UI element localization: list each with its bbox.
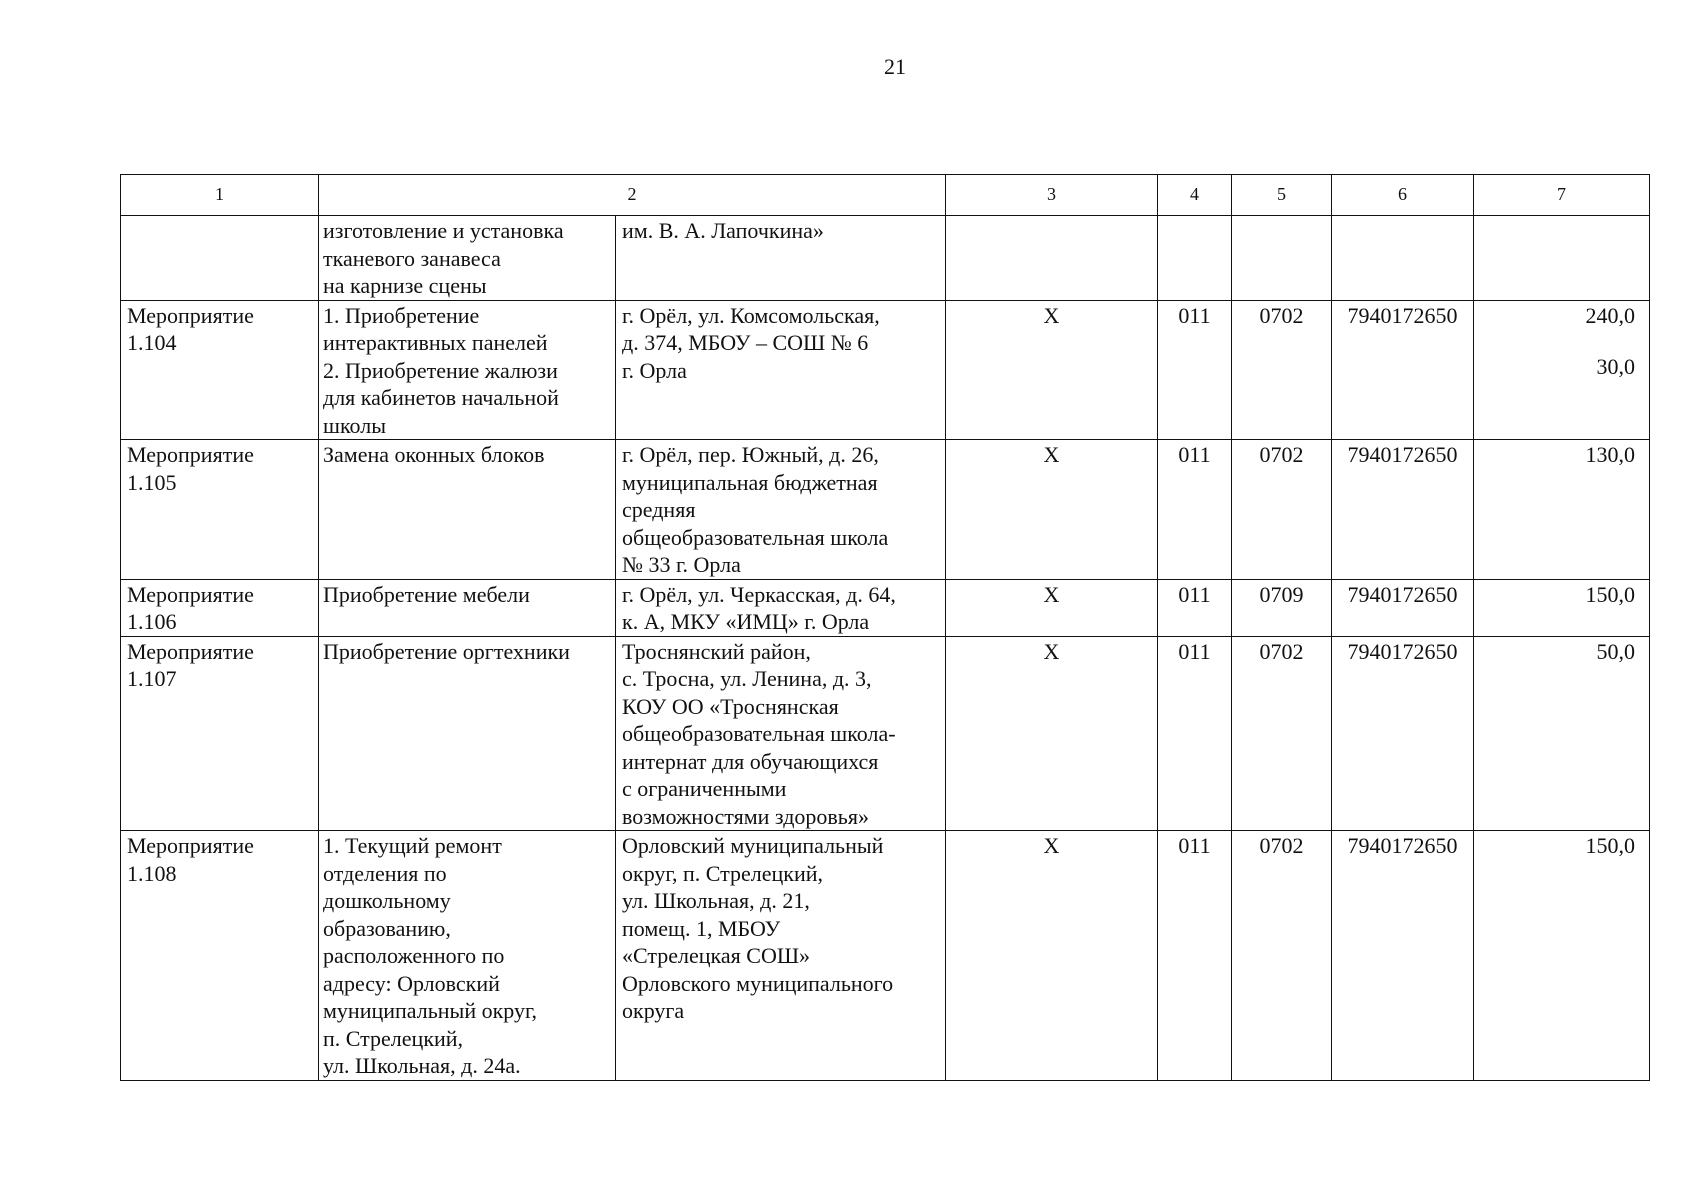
event-id-line: Мероприятие (127, 442, 254, 467)
header-cell-7: 7 (1474, 175, 1650, 216)
amount-cell (1474, 440, 1650, 580)
address-line: Орловский муниципальный (622, 833, 884, 858)
address (615, 301, 945, 440)
col6-cell: 7940172650 (1332, 300, 1474, 440)
work-line: Замена оконных блоков (323, 442, 545, 467)
col3-cell: Х (946, 636, 1158, 831)
table-row (121, 216, 1650, 301)
col3-cell: Х (946, 831, 1158, 1081)
description-split (323, 441, 945, 579)
description-cell (319, 216, 946, 301)
amount-cell (1474, 300, 1650, 440)
address-line: г. Орла (622, 357, 687, 383)
work-description (323, 441, 615, 579)
header-cell-2: 2 (319, 175, 946, 216)
address-line: возможностями здоровья» (622, 803, 869, 829)
event-id-line: 1.105 (127, 469, 177, 495)
col5-cell: 0702 (1232, 636, 1332, 831)
work-description (323, 581, 615, 636)
description-cell (319, 440, 946, 580)
amount-value: 150,0 (1585, 833, 1635, 858)
event-id-cell (121, 216, 319, 301)
work-line: адресу: Орловский (323, 970, 500, 996)
event-id-line: 1.106 (127, 609, 177, 634)
address-line: Троснянский район, (622, 638, 811, 664)
col6-cell (1332, 216, 1474, 301)
col5-cell (1232, 216, 1332, 301)
amount-cell (1474, 831, 1650, 1081)
col6-cell: 7940172650 (1332, 440, 1474, 580)
table-row (121, 579, 1650, 636)
work-line: Приобретение оргтехники (323, 638, 570, 664)
work-line: для кабинетов начальной (323, 385, 559, 410)
address-line: № 33 г. Орла (622, 552, 741, 577)
col4-cell: 011 (1158, 300, 1232, 440)
amount-cell (1474, 579, 1650, 636)
col3-cell: Х (946, 300, 1158, 440)
address (615, 637, 945, 831)
work-line: на карнизе сцены (323, 273, 487, 298)
table-row (121, 300, 1650, 440)
description-split (323, 302, 945, 440)
work-line: школы (323, 412, 386, 438)
amount-cell (1474, 636, 1650, 831)
address-line: г. Орёл, ул. Комсомольская, (622, 302, 880, 328)
amount-cell (1474, 216, 1650, 301)
description-cell (319, 831, 946, 1081)
table-row (121, 636, 1650, 831)
address-line: общеобразовательная школа- (622, 721, 896, 746)
header-cell-6: 6 (1332, 175, 1474, 216)
col3-cell (946, 216, 1158, 301)
address-line: ул. Школьная, д. 21, (622, 888, 810, 913)
budget-table (120, 174, 1650, 1081)
event-id-cell (121, 300, 319, 440)
address-line: округ, п. Стрелецкий, (622, 860, 823, 886)
col6-cell: 7940172650 (1332, 579, 1474, 636)
address-line: г. Орёл, ул. Черкасская, д. 64, (622, 581, 896, 607)
description-split (323, 581, 945, 636)
address-line: помещ. 1, МБОУ (622, 915, 781, 941)
work-line: расположенного по (323, 943, 505, 968)
description-split (323, 217, 945, 300)
amount-value: 150,0 (1585, 581, 1635, 607)
col6-cell: 7940172650 (1332, 831, 1474, 1081)
event-id-cell (121, 831, 319, 1081)
work-description (323, 217, 615, 300)
description-cell (319, 579, 946, 636)
amount-value: 50,0 (1596, 638, 1635, 664)
col5-cell: 0702 (1232, 831, 1332, 1081)
col3-cell: Х (946, 579, 1158, 636)
event-id-line: 1.107 (127, 666, 177, 691)
work-line: 1. Приобретение (323, 302, 480, 328)
header-cell-1: 1 (121, 175, 319, 216)
amount-value: 130,0 (1585, 442, 1635, 467)
event-id-line: Мероприятие (127, 581, 254, 607)
col5-cell: 0702 (1232, 300, 1332, 440)
address-line: «Стрелецкая СОШ» (622, 943, 811, 968)
address-line: общеобразовательная школа (622, 524, 889, 550)
address (615, 580, 945, 636)
address (615, 216, 945, 300)
amount-value: 30,0 (1596, 354, 1635, 379)
description-cell (319, 300, 946, 440)
work-line: изготовление и установка (323, 218, 564, 243)
header-cell-5: 5 (1232, 175, 1332, 216)
address-line: округа (622, 998, 685, 1023)
col3-cell: Х (946, 440, 1158, 580)
address (615, 831, 945, 1080)
col6-cell: 7940172650 (1332, 636, 1474, 831)
event-id-cell (121, 579, 319, 636)
event-id-line: Мероприятие (127, 302, 254, 328)
address-line: КОУ ОО «Троснянская (622, 693, 839, 719)
work-line: дошкольному (323, 888, 451, 913)
address-line: им. В. А. Лапочкина» (622, 218, 824, 243)
work-line: Приобретение мебели (323, 581, 530, 607)
work-line: тканевого занавеса (323, 245, 501, 271)
header-row (121, 175, 1650, 216)
col5-cell: 0709 (1232, 579, 1332, 636)
address (615, 440, 945, 579)
address-line: д. 374, МБОУ – СОШ № 6 (622, 330, 869, 355)
address-line: к. А, МКУ «ИМЦ» г. Орла (622, 609, 870, 634)
address-line: г. Орёл, пер. Южный, д. 26, (622, 442, 879, 467)
header-cell-4: 4 (1158, 175, 1232, 216)
table-row (121, 831, 1650, 1081)
work-line: 2. Приобретение жалюзи (323, 357, 558, 383)
work-line: интерактивных панелей (323, 330, 548, 355)
address-line: Орловского муниципального (622, 970, 894, 996)
col4-cell: 011 (1158, 636, 1232, 831)
work-line: образованию, (323, 915, 451, 941)
header-cell-3: 3 (946, 175, 1158, 216)
event-id-cell (121, 636, 319, 831)
table-body (121, 175, 1650, 1081)
description-split (323, 638, 945, 831)
col4-cell: 011 (1158, 579, 1232, 636)
event-id-line: 1.108 (127, 860, 177, 886)
address-line: с. Тросна, ул. Ленина, д. 3, (622, 666, 872, 691)
work-description (323, 832, 615, 1080)
work-description (323, 638, 615, 831)
event-id-cell (121, 440, 319, 580)
col4-cell: 011 (1158, 440, 1232, 580)
event-id-line: Мероприятие (127, 833, 254, 858)
table-row (121, 440, 1650, 580)
address-line: интернат для обучающихся (622, 748, 879, 774)
event-id-line: 1.104 (127, 330, 177, 355)
col5-cell: 0702 (1232, 440, 1332, 580)
work-line: ул. Школьная, д. 24а. (323, 1053, 521, 1078)
work-line: 1. Текущий ремонт (323, 833, 502, 858)
work-line: п. Стрелецкий, (323, 1025, 464, 1051)
address-line: средняя (622, 497, 696, 522)
amount-value: 240,0 (1585, 302, 1635, 328)
event-id-line: Мероприятие (127, 638, 254, 664)
address-line: с ограниченными (622, 776, 787, 801)
page-number: 21 (884, 54, 906, 79)
work-line: отделения по (323, 860, 447, 886)
work-description (323, 302, 615, 440)
description-cell (319, 636, 946, 831)
col4-cell: 011 (1158, 831, 1232, 1081)
work-line: муниципальный округ, (323, 998, 538, 1023)
description-split (323, 832, 945, 1080)
address-line: муниципальная бюджетная (622, 469, 878, 495)
col4-cell (1158, 216, 1232, 301)
